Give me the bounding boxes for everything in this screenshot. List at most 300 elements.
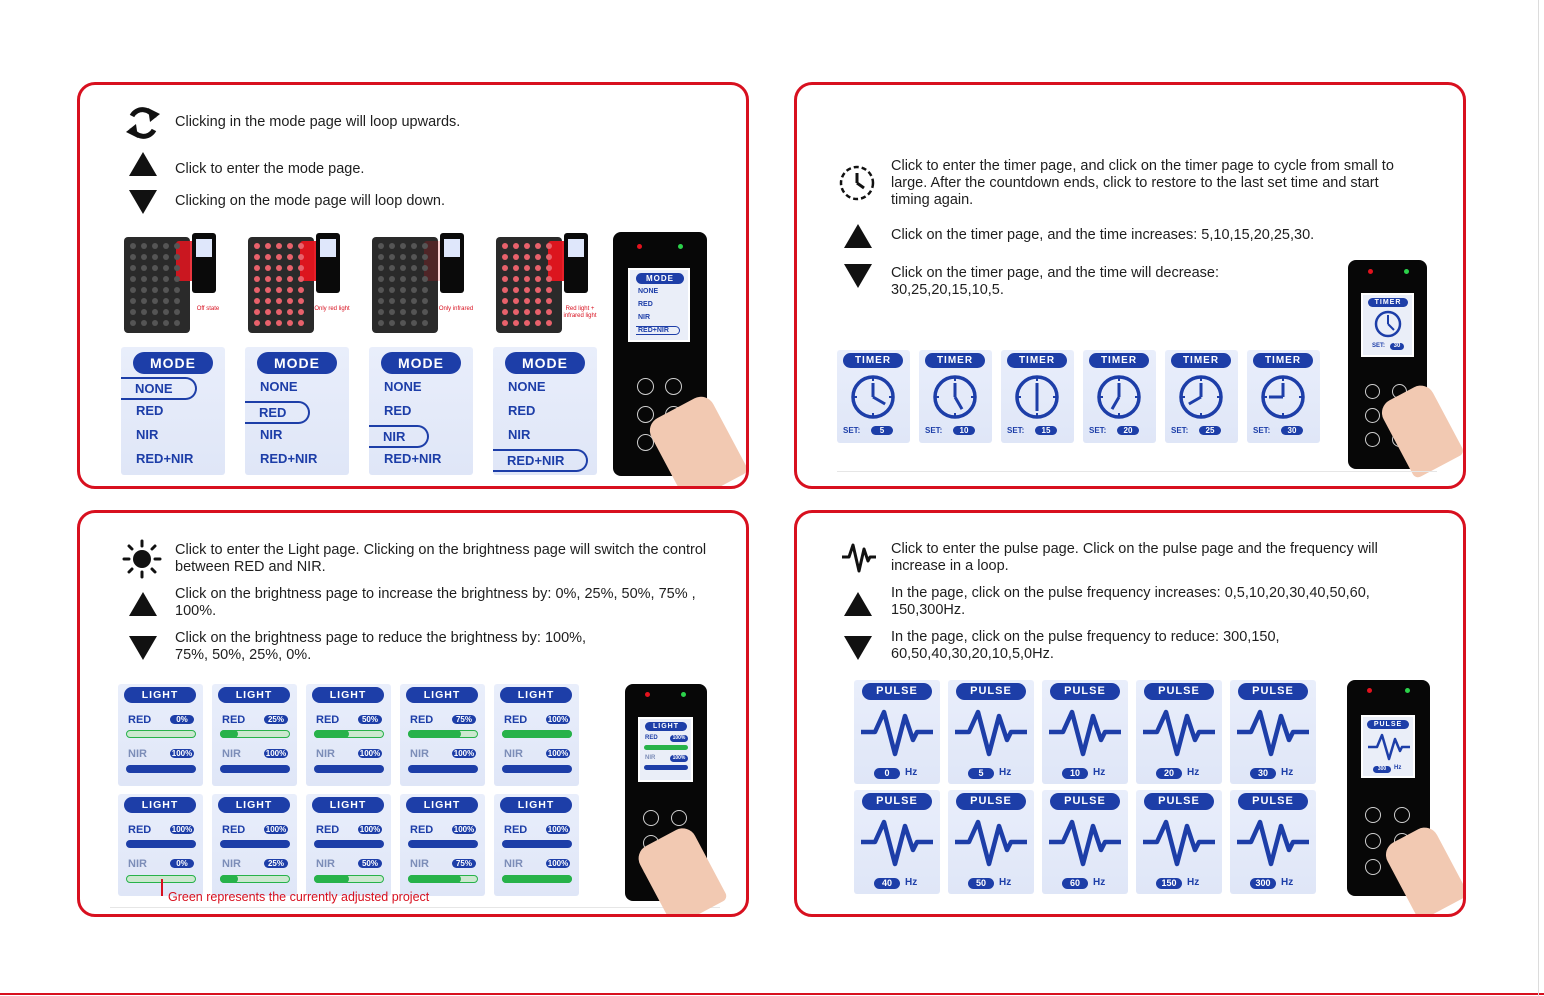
red-label: RED (128, 714, 152, 726)
note-marker (161, 879, 163, 896)
led (535, 276, 541, 282)
led (163, 287, 169, 293)
remote-red-value: 100% (670, 735, 688, 742)
red-value: 25% (264, 715, 288, 724)
timer-screen-title: TIMER (1171, 353, 1231, 368)
device-caption: Red light + infrared light (563, 306, 597, 319)
led (276, 265, 282, 271)
led (152, 265, 158, 271)
light-screen (494, 684, 579, 786)
pulse-screen (1136, 790, 1222, 894)
led (254, 276, 260, 282)
nir-bar-fill (220, 875, 238, 883)
led (378, 298, 384, 304)
pulse-value: 20 (1156, 768, 1182, 779)
timer-screen (919, 350, 992, 443)
mode-button[interactable] (1365, 807, 1381, 823)
led (141, 309, 147, 315)
led (400, 287, 406, 293)
red-label: RED (410, 824, 434, 836)
light-screen (118, 684, 203, 786)
timer-screen (837, 350, 910, 443)
led (276, 320, 282, 326)
clock-icon (848, 372, 898, 422)
mode-screen-title: MODE (133, 352, 213, 374)
led (400, 254, 406, 260)
remote-pulse-unit: Hz (1394, 765, 1402, 771)
red-value: 100% (547, 715, 569, 724)
led (546, 254, 552, 260)
led (174, 320, 180, 326)
timer-screen (1247, 350, 1320, 443)
pulse-value: 60 (1062, 878, 1088, 889)
mode-item: RED (136, 403, 164, 418)
timer-screen (1165, 350, 1238, 443)
led (298, 320, 304, 326)
red-bar-fill (502, 730, 572, 738)
nir-label: NIR (316, 748, 335, 760)
led (378, 309, 384, 315)
timer-decrease-text: Click on the timer page, and the time will decrease: 30,25,20,15,10,5. (891, 265, 1220, 298)
pulse-value: 30 (1250, 768, 1276, 779)
led (524, 254, 530, 260)
nir-bar-fill (126, 765, 196, 773)
device-caption: Off state (196, 306, 220, 312)
light-screen-title: LIGHT (500, 687, 572, 703)
pulse-value: 150 (1156, 878, 1182, 889)
light-screen (306, 794, 391, 896)
light-panel (77, 510, 749, 917)
timer-enter-text: Click to enter the timer page, and click on the timer page to cycle from small to large. After the countdown ends, click to restore to the last set time and start timing again. (891, 158, 1394, 208)
nir-bar-fill (408, 765, 478, 773)
mode-button[interactable] (1365, 384, 1380, 399)
led (389, 309, 395, 315)
up-button[interactable] (1365, 859, 1381, 875)
mini-remote (564, 233, 588, 293)
led (287, 287, 293, 293)
red-indicator (1368, 269, 1373, 274)
led (524, 320, 530, 326)
light-screen-title: LIGHT (312, 797, 384, 813)
led (400, 309, 406, 315)
led (411, 309, 417, 315)
pulse-unit: Hz (1093, 877, 1106, 888)
led (411, 243, 417, 249)
light-screen-title: LIGHT (312, 687, 384, 703)
pulse-screen (948, 790, 1034, 894)
red-bar-track (126, 730, 196, 738)
pulse-screen-title: PULSE (1050, 793, 1120, 810)
led (524, 243, 530, 249)
led (513, 254, 519, 260)
remote-nir-value: 100% (670, 755, 688, 762)
mode-screen (369, 347, 473, 475)
led (265, 320, 271, 326)
green-note: Green represents the currently adjusted project (168, 890, 430, 904)
light-screen-title: LIGHT (124, 687, 196, 703)
red-label: RED (504, 824, 528, 836)
led (152, 298, 158, 304)
red-value: 100% (547, 825, 569, 834)
led (254, 243, 260, 249)
led (378, 243, 384, 249)
mini-remote-screen (444, 239, 460, 257)
remote-item: RED (638, 301, 653, 308)
mode-item: RED+NIR (384, 451, 442, 466)
pulse-screen (1230, 680, 1316, 784)
led (265, 287, 271, 293)
timer-screen (1083, 350, 1156, 443)
led (298, 287, 304, 293)
red-value: 100% (265, 825, 287, 834)
led (152, 320, 158, 326)
timer-button[interactable] (665, 378, 682, 395)
led (502, 265, 508, 271)
green-indicator (1405, 688, 1410, 693)
light-screen-title: LIGHT (124, 797, 196, 813)
led (152, 309, 158, 315)
pulse-unit: Hz (905, 877, 918, 888)
red-bar-fill (126, 840, 196, 848)
mode-item-selected: NONE (121, 377, 197, 400)
mini-remote-screen (568, 239, 584, 257)
led (130, 298, 136, 304)
green-indicator (678, 244, 683, 249)
led (276, 309, 282, 315)
led (276, 298, 282, 304)
led (546, 320, 552, 326)
pulse-screen (948, 680, 1034, 784)
mini-remote (192, 233, 216, 293)
led (254, 265, 260, 271)
light-screen (400, 794, 485, 896)
led (389, 254, 395, 260)
led (254, 320, 260, 326)
led (276, 254, 282, 260)
light-screen-title: LIGHT (218, 687, 290, 703)
timer-screen-title: TIMER (843, 353, 903, 368)
led (287, 298, 293, 304)
timer-set-label: SET: (1253, 426, 1271, 435)
mode-screen (245, 347, 349, 475)
pulse-unit: Hz (999, 767, 1012, 778)
led (411, 265, 417, 271)
pulse-screen-title: PULSE (862, 793, 932, 810)
pulse-screen-title: PULSE (1144, 793, 1214, 810)
led (254, 254, 260, 260)
red-label: RED (504, 714, 528, 726)
led (422, 298, 428, 304)
timer-screen-title: TIMER (925, 353, 985, 368)
mode-item: NONE (508, 379, 546, 394)
nir-bar-fill (408, 875, 461, 883)
pulse-screen (1230, 790, 1316, 894)
remote-red-bar (644, 745, 688, 750)
light-decrease-text: Click on the brightness page to reduce the brightness by: 100%, 75%, 50%, 25%, 0%. (175, 630, 587, 663)
led (535, 265, 541, 271)
red-bar-fill (408, 730, 461, 738)
led (535, 254, 541, 260)
pulse-value: 10 (1062, 768, 1088, 779)
pulse-wave-icon (859, 814, 935, 870)
led (141, 287, 147, 293)
down-triangle-icon (843, 635, 873, 661)
pulse-screen (854, 680, 940, 784)
led (513, 265, 519, 271)
led (298, 309, 304, 315)
pulse-icon (841, 539, 877, 575)
nir-value: 100% (453, 749, 475, 758)
led (287, 276, 293, 282)
pulse-value: 40 (874, 878, 900, 889)
red-value: 50% (358, 715, 382, 724)
pulse-value: 50 (968, 878, 994, 889)
pulse-screen-title: PULSE (956, 683, 1026, 700)
clock-icon (1012, 372, 1062, 422)
green-indicator (681, 692, 686, 697)
pulse-wave-icon (1235, 814, 1311, 870)
red-label: RED (222, 824, 246, 836)
up-button[interactable] (1365, 432, 1380, 447)
led (400, 243, 406, 249)
led (287, 309, 293, 315)
mode-button[interactable] (643, 810, 659, 826)
timer-button[interactable] (671, 810, 687, 826)
led (276, 276, 282, 282)
led (130, 276, 136, 282)
pulse-screen (1042, 790, 1128, 894)
pulse-unit: Hz (1187, 767, 1200, 778)
led (513, 287, 519, 293)
mode-item-selected: RED+NIR (493, 449, 588, 472)
remote-screen-title: PULSE (1367, 720, 1409, 729)
timer-set-value: 10 (953, 426, 975, 435)
remote-screen (1361, 715, 1415, 778)
red-bar-fill (220, 730, 238, 738)
led (287, 243, 293, 249)
device-panel (248, 237, 314, 333)
led (513, 276, 519, 282)
clock-icon (1094, 372, 1144, 422)
mode-screen (121, 347, 225, 475)
clock-icon (1258, 372, 1308, 422)
timer-button[interactable] (1394, 807, 1410, 823)
led (174, 298, 180, 304)
led (130, 287, 136, 293)
nir-label: NIR (128, 748, 147, 760)
red-label: RED (316, 824, 340, 836)
nir-bar-fill (220, 765, 290, 773)
led (298, 276, 304, 282)
led (502, 309, 508, 315)
remote-screen-title: MODE (636, 273, 684, 284)
nir-value: 100% (171, 749, 193, 758)
led (502, 298, 508, 304)
nir-value: 100% (359, 749, 381, 758)
red-value: 100% (453, 825, 475, 834)
nir-label: NIR (128, 858, 147, 870)
led (130, 265, 136, 271)
led (254, 309, 260, 315)
light-button[interactable] (637, 406, 654, 423)
red-value: 100% (171, 825, 193, 834)
led (298, 265, 304, 271)
led (152, 243, 158, 249)
led (524, 298, 530, 304)
red-bar-fill (408, 840, 478, 848)
led (524, 265, 530, 271)
led (411, 254, 417, 260)
footer-rule (0, 993, 1544, 995)
led (546, 309, 552, 315)
led (287, 254, 293, 260)
led (378, 320, 384, 326)
led (141, 254, 147, 260)
timer-icon (837, 163, 877, 203)
led (389, 243, 395, 249)
led (422, 243, 428, 249)
nir-value: 100% (547, 749, 569, 758)
pulse-value: 300 (1250, 878, 1276, 889)
pulse-wave-icon (859, 704, 935, 760)
led (265, 265, 271, 271)
remote-item: NIR (638, 314, 651, 321)
led (174, 254, 180, 260)
up-triangle-icon (128, 151, 158, 177)
led (389, 276, 395, 282)
led (152, 287, 158, 293)
timer-screen-title: TIMER (1089, 353, 1149, 368)
led (174, 243, 180, 249)
mini-remote (440, 233, 464, 293)
led (287, 265, 293, 271)
pulse-screen-title: PULSE (1238, 683, 1308, 700)
led (422, 254, 428, 260)
nir-label: NIR (316, 858, 335, 870)
mode-item: RED (508, 403, 536, 418)
led (546, 243, 552, 249)
mode-item: RED (384, 403, 412, 418)
mode-item: NONE (260, 379, 298, 394)
led (546, 287, 552, 293)
led (174, 265, 180, 271)
led (389, 298, 395, 304)
led (422, 265, 428, 271)
led (502, 254, 508, 260)
device-panel (372, 237, 438, 333)
led (546, 265, 552, 271)
led (130, 320, 136, 326)
led (422, 287, 428, 293)
red-indicator (1367, 688, 1372, 693)
led (265, 309, 271, 315)
brightness-icon (122, 539, 162, 579)
pulse-wave-icon (1047, 814, 1123, 870)
led (163, 298, 169, 304)
light-button[interactable] (1365, 408, 1380, 423)
led (400, 276, 406, 282)
nir-label: NIR (504, 858, 523, 870)
remote-set-value: 30 (1390, 343, 1404, 350)
led (276, 287, 282, 293)
led (535, 309, 541, 315)
led (524, 287, 530, 293)
nir-value: 75% (452, 859, 476, 868)
mode-screen-title: MODE (381, 352, 461, 374)
led (130, 309, 136, 315)
led (152, 276, 158, 282)
pulse-unit: Hz (905, 767, 918, 778)
clock-icon (1176, 372, 1226, 422)
nir-label: NIR (222, 858, 241, 870)
led (422, 309, 428, 315)
red-label: RED (316, 714, 340, 726)
mode-item: RED+NIR (136, 451, 194, 466)
led (502, 320, 508, 326)
mode-loop-text: Clicking in the mode page will loop upwards. (175, 114, 461, 130)
led (502, 243, 508, 249)
led (265, 298, 271, 304)
mode-item: NIR (260, 427, 283, 442)
pulse-value: 5 (968, 768, 994, 779)
divider (837, 471, 1437, 472)
timer-set-value: 25 (1199, 426, 1221, 435)
nir-label: NIR (410, 858, 429, 870)
light-screen (400, 684, 485, 786)
mode-button[interactable] (637, 378, 654, 395)
mode-panel (77, 82, 749, 489)
light-screen-title: LIGHT (406, 797, 478, 813)
red-indicator (637, 244, 642, 249)
led (141, 243, 147, 249)
led (535, 243, 541, 249)
down-triangle-icon (128, 635, 158, 661)
led (546, 298, 552, 304)
pulse-unit: Hz (999, 877, 1012, 888)
mini-remote-screen (196, 239, 212, 257)
light-button[interactable] (1365, 833, 1381, 849)
led (174, 309, 180, 315)
led (163, 309, 169, 315)
led (163, 243, 169, 249)
nir-label: NIR (410, 748, 429, 760)
remote-screen (638, 717, 693, 782)
led (546, 276, 552, 282)
timer-screen-title: TIMER (1007, 353, 1067, 368)
led (513, 320, 519, 326)
remote-screen-title: TIMER (1368, 298, 1408, 307)
timer-screen-title: TIMER (1253, 353, 1313, 368)
led (163, 276, 169, 282)
timer-set-value: 20 (1117, 426, 1139, 435)
remote-set-label: SET: (1372, 343, 1386, 349)
led (535, 287, 541, 293)
nir-bar-fill (502, 765, 572, 773)
led (141, 298, 147, 304)
led (400, 265, 406, 271)
pulse-panel (794, 510, 1466, 917)
red-value: 75% (452, 715, 476, 724)
pulse-screen-title: PULSE (1050, 683, 1120, 700)
light-screen (212, 684, 297, 786)
timer-set-value: 5 (871, 426, 893, 435)
mode-screen (493, 347, 597, 475)
led (502, 276, 508, 282)
remote-screen-title: LIGHT (645, 722, 687, 731)
led (265, 276, 271, 282)
mode-item: RED+NIR (260, 451, 318, 466)
down-triangle-icon (843, 263, 873, 289)
